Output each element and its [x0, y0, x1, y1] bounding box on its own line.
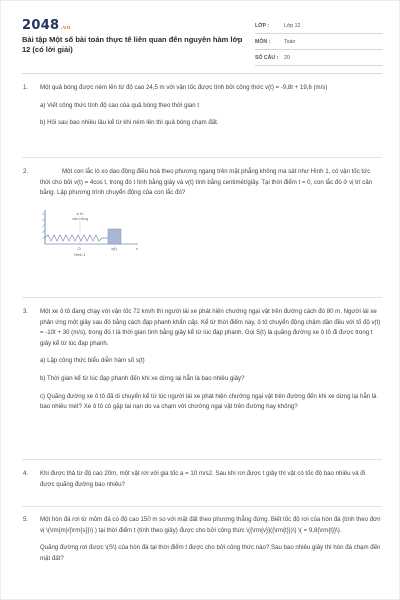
question-number: 2. — [23, 168, 29, 175]
question-number: 1. — [23, 84, 29, 91]
question-part-a: a) Lập công thức biểu diễn hàm số s(t) — [40, 357, 145, 365]
question-part-b: b) Thời gian kể từ lúc đạp phanh đến khi xe dừng lại hẳn là bao nhiêu giây? — [40, 374, 245, 382]
question-body — [40, 83, 381, 129]
logo-suffix: .vn — [60, 25, 71, 31]
question-text: Một quả bóng được ném lên từ độ cao 24,5 m với vận tốc được tính bởi công thức v(t) = -9,8t + 19,6 (m/s) — [40, 84, 328, 91]
spring-pendulum-figure — [42, 208, 142, 258]
question-text: Một con lắc lò xo dao động điều hoà theo phương ngang trên mặt phẳng không ma sát như Hình 1, có vận tốc tức thời cho bởi v(t) = 4cos t, trong đó t tính bằng giây và v(t) tính bằng centimét/giây. Tại thời điểm t = 0, con lắc đó ở vị trí cân bằng. Lập phương trình chuyển động của con lắc đó? — [40, 168, 373, 197]
meta-row-subject — [255, 34, 383, 50]
question-1 — [23, 83, 381, 136]
question-text: Một hòn đá rơi từ mỏm đá có độ cao 150 m so với mặt đất theo phương thẳng đứng. Biết tốc độ rơi của hòn đá (tính theo đơn vị \(\rm{m}/{\rm{s}}\) ) tại thời điểm t (tính theo giây) được cho bởi công thức \({\rm{v}}({\rm{t}})\) \( = 9,8{\rm{t}}\). — [40, 516, 381, 534]
header-divider — [22, 73, 382, 74]
question-text: Một xe ô tô đang chạy với vận tốc 72 km/h thì người lái xe phát hiện chướng ngại vật trên đường cách đó 80 m. Người lái xe phản ứng một giây sau đó bằng cách đạp phanh khẩn cấp. Kể từ thời điểm này, ô tô chuyển động chậm dần đều với tố độ v(t) = -10t + 30 (m/s), trong đó t là thời gian tính bằng giây kể từ lúc đạp phanh. Gọi S(t) là quãng đường xe ô tô đi được trong t giây kể từ lúc đạp phanh. — [40, 308, 381, 347]
meta-row-class — [255, 18, 383, 34]
question-4 — [23, 469, 381, 497]
question-separator — [22, 506, 382, 507]
figure-caption: Hình 1 — [74, 252, 86, 257]
question-separator — [22, 157, 382, 158]
question-5 — [23, 515, 381, 571]
document-meta — [255, 18, 383, 66]
equilibrium-label: cân bằng — [72, 216, 88, 221]
question-body — [40, 307, 381, 413]
question-body — [40, 167, 381, 262]
meta-value: 20 — [284, 54, 290, 61]
meta-value: Toán — [284, 38, 296, 45]
question-2 — [23, 167, 381, 262]
question-number: 5. — [23, 516, 29, 523]
question-number: 4. — [23, 470, 29, 477]
question-3 — [23, 307, 381, 420]
question-separator — [22, 297, 382, 298]
question-text: Khi được thả từ độ cao 20m, một vật rơi với gia tốc a = 10 m/s2. Sau khi rơi được t giây thì vật có tốc độ bao nhiêu và đi được quãng đường bao nhiêu? — [40, 470, 366, 488]
question-separator — [22, 459, 382, 460]
question-number: 3. — [23, 308, 29, 315]
question-body — [40, 469, 381, 490]
document-title: Bài tập Một số bài toán thực tế liên quan đến nguyên hàm lớp 12 (có lời giải) — [22, 35, 243, 54]
logo-text: 2048 — [22, 18, 60, 33]
spring-coil — [45, 235, 108, 241]
meta-key: MÔN : — [255, 38, 271, 45]
mass-block — [108, 229, 121, 244]
question-text-continued: Quãng đường rơi được \(S\) của hòn đá tại thời điểm t được cho bởi công thức nào? Sau bao nhiêu giây thì hòn đá chạm đến mặt đất? — [40, 544, 381, 562]
meta-key: LỚP : — [255, 22, 270, 29]
axis-label: x(t) — [111, 246, 117, 251]
origin-label: O — [77, 245, 81, 251]
question-part-a: a) Viết công thức tính độ cao của quả bóng theo thời gian t — [40, 101, 200, 109]
question-part-c: c) Quãng đường xe ô tô đã di chuyển kể từ lúc người lái xe phát hiện chướng ngại vật trên đường đến khi xe dừng lại hẳn là bao nhiêu mét? Xe ô tô có gặp tai nạn do va chạm với chướng ngại vật trên đường hay không? — [40, 392, 377, 411]
question-body — [40, 515, 381, 564]
meta-row-count — [255, 50, 383, 66]
meta-key: SỐ CÂU : — [255, 54, 279, 61]
meta-value: Lớp 12 — [284, 22, 301, 29]
document-header — [22, 18, 382, 61]
equilibrium-label: vị trí — [76, 211, 84, 216]
axis-x-label: x — [136, 246, 138, 251]
question-part-b: b) Hỏi sau bao nhiêu lâu kể từ khi ném lên thì quả bóng chạm đất. — [40, 119, 219, 127]
